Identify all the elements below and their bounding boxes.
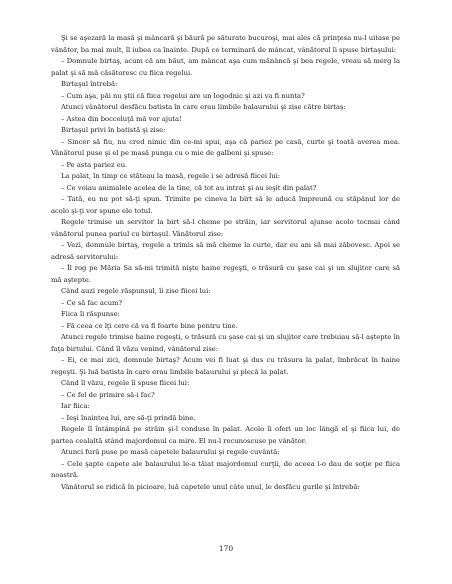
paragraph: – Vezi, domnule birtaş, regele a trimis să mă cheme la curte, dar eu am să mai zăbovesc. Apoi se adresă servitorului: (51, 241, 400, 261)
paragraph: Iar fiica: (61, 402, 90, 410)
page-number: 170 (218, 544, 234, 553)
paragraph: – Tată, eu nu pot să-ţi spun. Trimite pe cineva la birt să le aducă împreună cu stăpânul lor de acolo şi-ţi vor spune ele totul. (51, 195, 400, 215)
paragraph: Birtaşul privi în batistă şi zise: (61, 126, 166, 134)
paragraph: – Ce fel de primire să-i fac? (61, 390, 155, 399)
paragraph: – Cum aşa, păi nu ştii că fiica regelui are un logodnic şi azi va fi nunta? (61, 91, 305, 100)
paragraph: Vânătorul se ridică în picioare, luă capetele unul câte unul, le desfăcu gurile şi întrebă: (61, 482, 360, 491)
paragraph: – Domnule birtaş, acum că am băut, am mâncat aşa cum mănâncă şi bea regele, vreau să merg la palat şi să mă căsătoresc cu fiica regelui. (51, 57, 400, 77)
paragraph: Atunci vânătorul desfăcu batista în care erau limbile balaurului şi zise către birtaş: (61, 103, 346, 111)
paragraph: – Ei, ce mai zici, domnule birtaş? Acum vei fi luat şi dus cu trăsura la palat, îmbrăcat în haine regeşti. Şi luă batista în care erau limbile balaurului şi plecă la palat. (51, 356, 400, 376)
paragraph: Fiica îi răspunse: (61, 310, 120, 318)
paragraph: Atunci fură puse pe masă capetele balaurului şi regele cuvântă: (61, 448, 280, 456)
paragraph: – Sincer să fiu, nu cred nimic din ce-mi spui, aşa că pariez pe casă, curte şi toată averea mea. Vânătorul puse şi el pe masă punga cu o mie de galbeni şi spuse: (51, 137, 400, 157)
paragraph: Regele îl întâmpină pe străin şi-l conduse în palat. Acolo îi oferi un loc lângă el şi fiica lui, de partea cealaltă stând majordomul ca mire. El nu-l recunoscuse pe vânător. (51, 425, 400, 445)
page-body (51, 33, 400, 493)
paragraph: Regele trimise un servitor la birt să-l cheme pe străin, iar servitorul ajunse acolo tocmai când vânătorul punea pariul cu birtaşul. Vânătorul zise: (51, 218, 400, 238)
paragraph: – Astea din bocceluţă mă vor ajuta! (61, 114, 182, 123)
paragraph: La palat, în timp ce stăteau la masă, regele i se adresă fiicei lui: (61, 172, 281, 180)
paragraph: – Pe asta pariez eu. (61, 160, 128, 169)
paragraph: – Ieşi înaintea lui, are să-ţi prindă bine. (61, 413, 196, 422)
paragraph: Când auzi regele răspunsul, îi zise fiicei lui: (61, 287, 211, 295)
paragraph: Birtaşul întrebă: (61, 80, 118, 88)
paragraph: – Ce să fac acum? (61, 298, 123, 307)
paragraph: – Îl rog pe Măria Sa să-mi trimită nişte haine regeşti, o trăsură cu şase cai şi un slujitor care să mă aştepte. (51, 264, 400, 284)
paragraph: – Cele şapte capete ale balaurului le-a tăiat majordomul curţii, de aceea i-o dau de soţie pe fiica noastră. (51, 459, 400, 479)
paragraph: Atunci regele trimise haine regeşti, o trăsură cu şase cai şi un slujitor care trebuiau să-l aştepte în faţa birtului. Când îl văzu venind, vânătorul zise: (51, 333, 400, 353)
paragraph: Şi se aşezară la masă şi mâncară şi băură pe săturate bucuroşi, mai ales că prinţesa nu-l uitase pe vânător, ba mai mult, îl iubea ca înainte. După ce terminară de mâncat, vânătorul îi spuse birtaşului: (51, 34, 400, 54)
paragraph: Când îl văzu, regele îi spuse fiicei lui: (61, 379, 190, 387)
paragraph: – Ce voiau animalele acelea de la tine, că tot au intrat şi au ieşit din palat? (61, 183, 317, 192)
paragraph: – Fă ceea ce îţi cere că va fi foarte bine pentru tine. (61, 321, 238, 330)
